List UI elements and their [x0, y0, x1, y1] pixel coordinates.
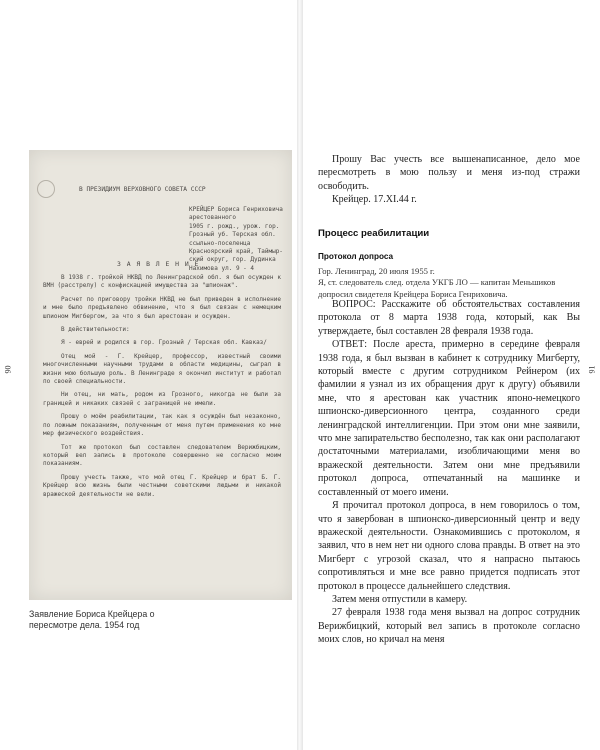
document-sender-block: [189, 206, 285, 273]
intro-paragraph: Прошу Вас учесть все вышенаписанное, дело мое пересмотреть в мою пользу и меня из-под стражи освободить.: [318, 154, 580, 192]
interrogation-paragraph: 27 февраля 1938 года меня вызвал на допрос сотрудник Верижбицкий, который вел запись в протоколе согласно моих слов, но кричал на меня: [318, 607, 580, 646]
sender-line: 1905 г. рожд., урож. гор.: [189, 222, 280, 230]
document-paragraph: Тот же протокол был составлен следователем Верижбицким, который вел запись в протоколе совершенно не согласно моим показаниям.: [43, 443, 281, 468]
document-addressee: В ПРЕЗИДИУМ ВЕРХОВНОГО СОВЕТА СССР: [79, 186, 206, 193]
interrogation-paragraph: Затем меня отпустили в камеру.: [332, 593, 468, 605]
left-page: [0, 0, 297, 750]
document-paragraph: Я - еврей и родился в гор. Грозный / Терская обл. Кавказ/: [61, 339, 267, 347]
interrogation-paragraph: ОТВЕТ: После ареста, примерно в середине февраля 1938 года, я был вызван в кабинет к сотруднику Мигберту, который вместе с другим сотрудником Рейнером (их фамилии я узнал из их обращения друг к другу) объявили мне, что я арестован как участник японо-немецкого шпионско-диверсионного центра, созданного среди ленинградской интеллигенции. При этом они мне заявили, что мне запирательство бесполезно, так как они располагают достаточными материалами, изобличающими меня во вражеской деятельности. Затем они мне предъявили протокол допроса, отпечатанный на машинке и составленный от моего имени.: [318, 339, 580, 498]
page-number-right: 91: [587, 365, 597, 374]
document-body: [43, 274, 281, 504]
intro-signature: Крейцер. 17.XI.44 г.: [332, 194, 417, 206]
archive-stamp-mark: [37, 180, 55, 198]
interrogation-paragraph: Я прочитал протокол допроса, в нем говорилось о том, что я завербован в шпионско-диверсионный центр и веду вражеской деятельности. Ознакомившись с протоколом, я заявил, что в нем нет ни одного слова правды. В ответ на это Мигберт с угрозой сказал, что я напрасно пытаюсь сопротивляться и мне все равно придется подписать этот протокол в процессе дальнейшего следствия.: [318, 500, 580, 592]
sender-line: ссыльно-поселенца: [189, 239, 251, 247]
document-paragraph: Отец мой - Г. Крейцер, профессор, известный своими многочисленными научными трудами в области медицины, сыграл в жизни мою большую роль. В Ленинграде я окончил институт и работал по своей специальности.: [43, 352, 281, 386]
typewritten-document-scan: [29, 150, 292, 600]
interrogation-text: [318, 298, 580, 647]
document-paragraph: В 1938 г. тройкой НКВД по Ленинградской обл. я был осужден к ВМН (расстрелу) с конфискацией имущества за "шпионаж".: [43, 274, 281, 290]
protocol-investigator: Я, ст. следователь след. отдела УКГБ ЛО — капитан Меньшиков допросил свидетеля Крейцера Бориса Генриховича.: [318, 277, 556, 299]
sender-line: ский округ, гор. Дудинка: [189, 256, 276, 264]
protocol-meta: [318, 266, 580, 300]
document-paragraph: Ни отец, ни мать, родом из Грозного, никогда не были за границей и никаких связей с заграницей не имели.: [43, 391, 281, 407]
section-title: Процесс реабилитации: [318, 228, 430, 239]
interrogation-paragraph: ВОПРОС: Расскажите об обстоятельствах составления протокола от 8 марта 1938 года, который, как Вы утверждаете, был составлен 28 февраля 1938 года.: [318, 299, 580, 337]
document-paragraph: Расчет по приговору тройки НКВД не был приведен в исполнение и мне было предъявлено обвинение, что я был связан с немецким шпионом Мигбергом, за что я был арестован и осужден.: [43, 295, 281, 320]
document-heading: З А Я В Л Е Н И Е: [117, 260, 200, 268]
right-page: [303, 0, 600, 750]
sender-line: арестованного: [189, 214, 236, 222]
image-caption: Заявление Бориса Крейцера о пересмотре дела. 1954 год: [29, 609, 155, 630]
document-paragraph: Прошу о моём реабилитации, так как я осуждён был незаконно, по ложным показаниям, полученным от меня путем применения ко мне мер физического воздействия.: [43, 413, 281, 438]
subsection-title: Протокол допроса: [318, 252, 394, 261]
document-paragraph: В действительности:: [61, 326, 130, 334]
document-paragraph: Прошу учесть также, что мой отец Г. Крейцер и брат Б. Г. Крейцер всю жизнь были честными советскими людьми и никакой вражеской деятельности не вели.: [43, 473, 281, 498]
intro-text: [318, 153, 580, 207]
sender-line: КРЕЙЦЕР Бориса Генриховича: [189, 206, 283, 213]
protocol-place-date: Гор. Ленинград, 20 июля 1955 г.: [318, 266, 435, 276]
sender-line: Грозный уб. Терская обл.: [189, 231, 276, 239]
sender-line: Красноярский край, Таймыр-: [189, 248, 283, 256]
page-number-left: 90: [3, 365, 13, 374]
sender-line: Нахимова ул. 9 - 4: [189, 264, 255, 272]
